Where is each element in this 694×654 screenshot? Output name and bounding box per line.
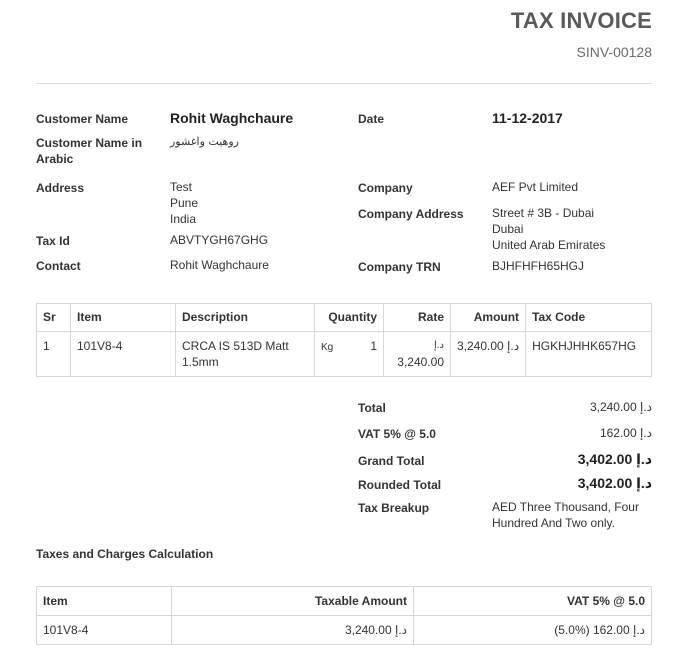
items-header-row	[37, 304, 652, 332]
row-quantity	[315, 332, 384, 377]
company-trn: BJHFHFH65HGJ	[492, 259, 585, 273]
row-rate	[384, 332, 451, 377]
company-address-line-2: Dubai	[492, 222, 524, 236]
invoice-number: SINV-00128	[576, 44, 652, 60]
table-row	[37, 332, 652, 377]
row-sr: 1	[37, 332, 71, 377]
contact-label: Contact	[36, 259, 81, 273]
row-description: CRCA IS 513D Matt 1.5mm	[176, 332, 315, 377]
row-tax-code: HGKHJHHK657HG	[526, 332, 652, 377]
address-line-1: Test	[170, 180, 193, 194]
row-rate-currency: د.إ	[433, 340, 444, 351]
col-sr: Sr	[37, 304, 71, 332]
tax-id-label: Tax Id	[36, 234, 70, 248]
company-trn-label: Company TRN	[358, 260, 441, 274]
contact: Rohit Waghchaure	[170, 258, 269, 272]
header-divider	[36, 83, 652, 84]
rounded-total-label: Rounded Total	[358, 478, 442, 492]
document-title: TAX INVOICE	[510, 8, 652, 33]
col-tax-code: Tax Code	[526, 304, 652, 332]
col-amount: Amount	[451, 304, 526, 332]
grand-total-value: 3,402.00 د.إ	[577, 451, 652, 467]
col-rate: Rate	[384, 304, 451, 332]
tax-row-vat: (5.0%) 162.00 د.إ	[414, 616, 652, 645]
tax-col-item: Item	[37, 587, 172, 616]
col-item: Item	[71, 304, 176, 332]
tax-header-row	[37, 587, 652, 616]
customer-name: Rohit Waghchaure	[170, 110, 294, 126]
row-amount: 3,240.00 د.إ	[451, 332, 526, 377]
tax-id: ABVTYGH67GHG	[170, 233, 269, 247]
row-qty: 1	[370, 339, 377, 353]
tax-row-item: 101V8-4	[37, 616, 172, 645]
address-line-2: Pune	[170, 196, 199, 210]
tax-breakup-label: Tax Breakup	[358, 501, 430, 515]
address-label: Address	[36, 181, 85, 195]
rounded-total-value: 3,402.00 د.إ	[577, 475, 652, 491]
company-address-line-3: United Arab Emirates	[492, 238, 606, 252]
tax-breakup-value: AED Three Thousand, Four Hundred And Two only.	[492, 500, 639, 530]
tax-calc-table	[36, 586, 652, 645]
company-name: AEF Pvt Limited	[492, 180, 579, 194]
row-rate-value: 3,240.00	[397, 355, 444, 369]
company-label: Company	[358, 181, 413, 195]
invoice-date: 11-12-2017	[492, 110, 563, 126]
company-address-line-1: Street # 3B - Dubai	[492, 206, 595, 220]
total-label: Total	[358, 401, 386, 415]
tax-col-vat: VAT 5% @ 5.0	[414, 587, 652, 616]
date-label: Date	[358, 112, 385, 126]
tax-row-taxable: 3,240.00 د.إ	[172, 616, 414, 645]
col-description: Description	[176, 304, 315, 332]
company-address-label: Company Address	[358, 207, 464, 221]
customer-arabic-label: Customer Name in Arabic	[36, 136, 143, 166]
row-item: 101V8-4	[71, 332, 176, 377]
items-table	[36, 303, 652, 377]
customer-arabic-name: روهيت واغشور	[170, 135, 239, 148]
vat-label: VAT 5% @ 5.0	[358, 427, 436, 441]
address-line-3: India	[170, 212, 197, 226]
customer-name-label: Customer Name	[36, 112, 129, 126]
grand-total-label: Grand Total	[358, 454, 425, 468]
table-row	[37, 616, 652, 645]
tax-col-taxable: Taxable Amount	[172, 587, 414, 616]
row-uom: Kg	[321, 342, 334, 353]
col-quantity: Quantity	[315, 304, 384, 332]
vat-value: 162.00 د.إ	[599, 426, 652, 440]
total-value: 3,240.00 د.إ	[589, 400, 652, 414]
tax-calc-heading: Taxes and Charges Calculation	[36, 547, 214, 561]
